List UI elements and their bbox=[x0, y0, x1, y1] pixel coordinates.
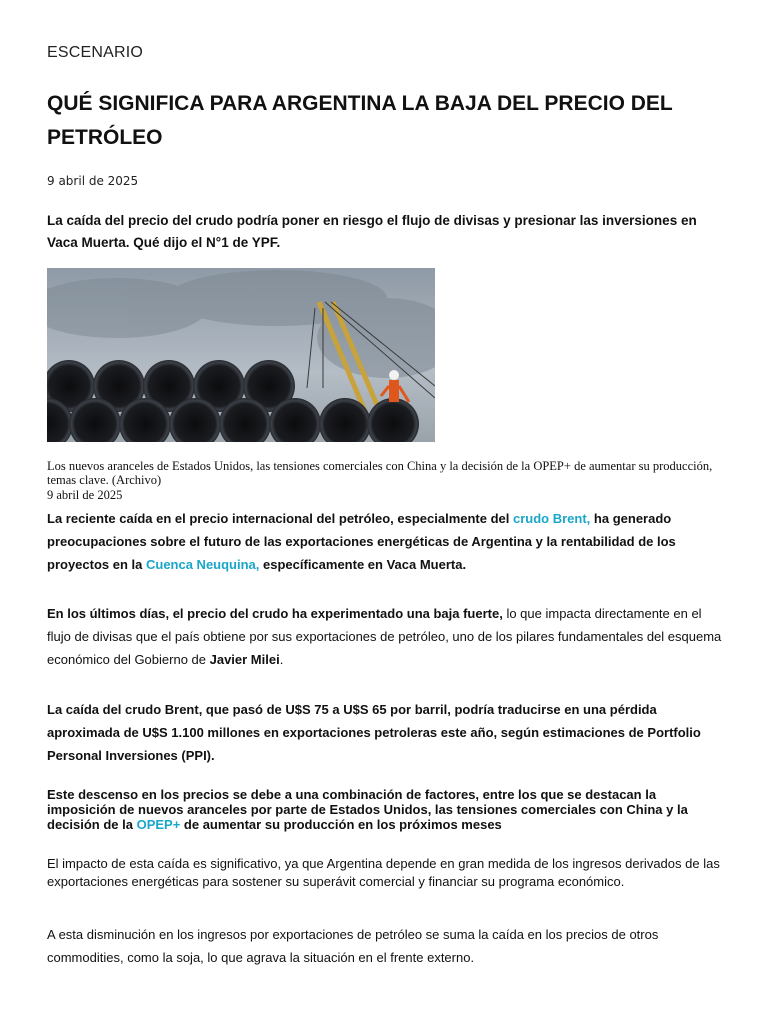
paragraph-2-end: . bbox=[279, 652, 284, 667]
paragraph-2-name: Javier Milei bbox=[209, 652, 280, 667]
section-label[interactable]: ESCENARIO bbox=[47, 44, 144, 61]
link-crudo-brent[interactable]: crudo Brent, bbox=[513, 511, 591, 526]
paragraph-4 bbox=[47, 787, 727, 832]
paragraph-1-text-c: específicamente en Vaca Muerta. bbox=[259, 557, 467, 572]
paragraph-1-text-b: ha generado preocupaciones sobre el futuro de las exportaciones energéticas de Argentina y la rentabilidad de los proyectos en la bbox=[47, 511, 676, 572]
caption-date: 9 abril de 2025 bbox=[47, 488, 123, 502]
paragraph-3: La caída del crudo Brent, que pasó de U$S 75 a U$S 65 por barril, podría traducirse en una pérdida aproximada de U$S 1.100 millones en exportaciones petroleras este año, según estimaciones de Portfolio Personal Inversiones (PPI). bbox=[47, 702, 701, 763]
article-date: 9 abril de 2025 bbox=[47, 174, 139, 188]
article-title: QUÉ SIGNIFICA PARA ARGENTINA LA BAJA DEL PRECIO DEL PETRÓLEO bbox=[47, 92, 673, 149]
paragraph-2 bbox=[47, 602, 727, 671]
link-opep[interactable]: OPEP+ bbox=[136, 817, 181, 832]
paragraph-6: A esta disminución en los ingresos por exportaciones de petróleo se suma la caída en los precios de otros commodities, como la soja, lo que agrava la situación en el frente externo. bbox=[47, 927, 659, 965]
paragraph-4-text-b: de aumentar su producción en los próximos meses bbox=[180, 817, 502, 832]
paragraph-4-text-a: Este descenso en los precios se debe a una combinación de factores, entre los que se destacan la imposición de nuevos aranceles por parte de Estados Unidos, las tensiones comerciales con China y la decisión de la bbox=[47, 787, 688, 832]
oil-pipes-photo bbox=[47, 268, 435, 442]
link-cuenca-neuquina[interactable]: Cuenca Neuquina, bbox=[145, 557, 260, 572]
paragraph-1 bbox=[47, 507, 727, 576]
paragraph-5: El impacto de esta caída es significativo, ya que Argentina depende en gran medida de los ingresos derivados de las exportaciones energéticas para sostener su superávit comercial y financiar su programa económico. bbox=[47, 856, 720, 889]
article-lead: La caída del precio del crudo podría poner en riesgo el flujo de divisas y presionar las inversiones en Vaca Muerta. Qué dijo el N°1 de YPF. bbox=[47, 213, 697, 250]
article-photo bbox=[47, 268, 435, 442]
photo-caption: Los nuevos aranceles de Estados Unidos, las tensiones comerciales con China y la decisión de la OPEP+ de aumentar su producción, temas clave. (Archivo) bbox=[47, 459, 713, 487]
paragraph-2-bold: En los últimos días, el precio del crudo ha experimentado una baja fuerte, bbox=[47, 606, 503, 621]
paragraph-1-text-a: La reciente caída en el precio internacional del petróleo, especialmente del bbox=[47, 511, 514, 526]
paragraph-2-text: lo que impacta directamente en el flujo de divisas que el país obtiene por sus exportaciones de petróleo, uno de los pilares fundamentales del esquema económico del Gobierno de bbox=[47, 606, 722, 667]
